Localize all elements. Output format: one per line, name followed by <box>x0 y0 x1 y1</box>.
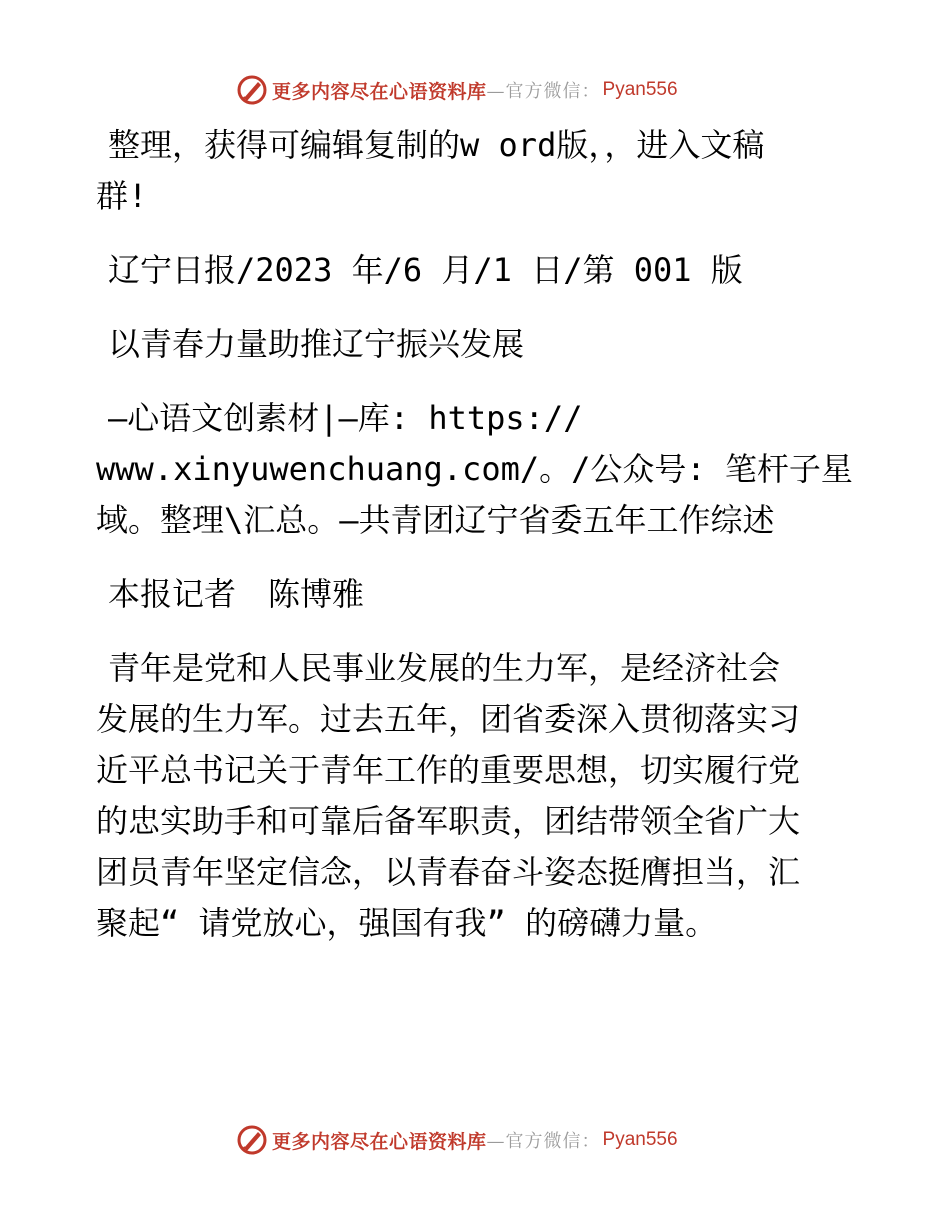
footer-banner <box>236 1122 716 1158</box>
banner-title: 更多内容尽在心语资料库 <box>272 80 487 103</box>
banner-wechat-id: Pyan556 <box>602 1129 678 1150</box>
quill-logo-icon <box>236 74 268 106</box>
banner-wechat-id: Pyan556 <box>602 79 678 100</box>
banner-subtitle: —官方微信： <box>486 81 601 102</box>
document-body <box>96 120 856 972</box>
subhead-paragraph <box>96 393 856 546</box>
intro-paragraph <box>96 120 856 222</box>
banner-subtitle: —官方微信： <box>486 1131 601 1152</box>
body-paragraph <box>96 643 856 949</box>
body-line: 的忠实助手和可靠后备军职责，团结带领全省广大 <box>96 802 801 840</box>
byline: 本报记者 陈博雅 <box>108 575 365 613</box>
source-line: 辽宁日报/2023 年/6 月/1 日/第 001 版 <box>108 251 743 289</box>
headline: 以青春力量助推辽宁振兴发展 <box>108 325 525 363</box>
header-banner <box>236 72 716 108</box>
body-line: 青年是党和人民事业发展的生力军，是经济社会 <box>108 649 781 687</box>
body-line: 聚起“ 请党放心，强国有我” 的磅礴力量。 <box>96 904 718 942</box>
body-line: 发展的生力军。过去五年，团省委深入贯彻落实习 <box>96 700 801 738</box>
subhead-line: www.xinyuwenchuang.com/。/公众号: 笔杆子星 <box>96 450 853 488</box>
body-line: 近平总书记关于青年工作的重要思想，切实履行党 <box>96 751 801 789</box>
quill-logo-icon <box>236 1124 268 1156</box>
body-line: 团员青年坚定信念，以青春奋斗姿态挺膺担当，汇 <box>96 853 801 891</box>
banner-title: 更多内容尽在心语资料库 <box>272 1130 487 1153</box>
intro-line: 群! <box>96 177 148 215</box>
subhead-line: 域。整理\汇总。—共青团辽宁省委五年工作综述 <box>96 501 775 539</box>
subhead-line: —心语文创素材|—库: https:// <box>108 399 583 437</box>
intro-line: 整理，获得可编辑复制的w ord版，，进入文稿 <box>108 126 765 164</box>
